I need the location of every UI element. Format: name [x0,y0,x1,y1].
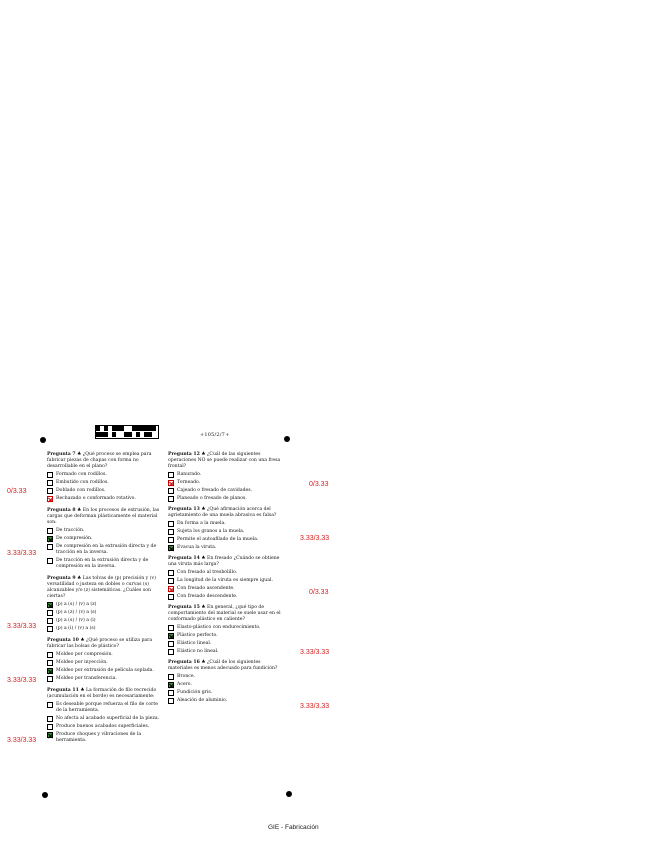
question-text [168,605,283,623]
question-text [168,556,283,568]
barcode-cell [152,432,156,437]
answer-checkbox[interactable] [47,668,53,674]
answer-option[interactable] [168,537,283,543]
answer-option[interactable] [168,496,283,502]
question-statement: La formación de filo recrecido (acumulación en el borde) es necesariamente: [47,688,157,699]
question-statement: ¿Cuál de las siguientes operaciones NO se puede realizar con una fresa frontal? [168,452,281,469]
answer-option[interactable] [47,626,162,632]
answer-label: Permite el autoafilado de la muela. [177,537,259,542]
answer-label: De compresión en la extrusión directa y de tracción en la inversa. [56,544,157,555]
score-q12: 0/3.33 [309,481,329,488]
answer-option[interactable] [47,472,162,478]
answer-checkbox[interactable] [168,496,174,502]
question-block [47,576,162,632]
answer-checkbox[interactable] [168,674,174,680]
answer-label: Planeado o fresado de planos. [177,496,247,501]
answer-option[interactable] [168,529,283,535]
answer-option[interactable] [47,676,162,682]
score-q11: 3.33/3.33 [7,737,37,744]
question-statement: ¿Qué afirmación acerca del agrietamiento de una muela abrasiva es falsa? [168,507,277,518]
question-statement: En general, ¿qué tipo de comportamiento del material se suele usar en el conformado plástico en caliente? [168,605,281,622]
answer-label: Doblado con rodillos. [56,488,106,493]
answer-option[interactable] [168,578,283,584]
answer-label: (p) a (s) / (v) a (z) [56,602,97,607]
answer-label: Evacua la viruta. [177,545,217,550]
answer-option[interactable] [168,674,283,680]
answer-label: Torneado. [177,480,201,485]
barcode-cell [152,426,156,431]
answer-checkbox[interactable] [47,544,53,550]
question-block [168,507,283,551]
answer-option[interactable] [47,652,162,658]
question-statement: ¿Qué proceso se utiliza para fabricar las bolsas de plástico? [47,638,153,649]
right-question-column [168,452,283,709]
answer-checkbox[interactable] [168,682,174,688]
answer-option[interactable] [47,610,162,616]
question-statement: Las tolvas de (p) precisión y (v) versatilidad o justeza en dobles o curvas (s) alcanzables y/o (z) sistemáticas. ¿Cuáles son ciertas? [47,576,156,599]
answer-label: Moldeo por compresión. [56,652,113,657]
score-q16: 3.33/3.33 [300,703,330,710]
question-number: Pregunta 13 ♣ [168,507,206,512]
answer-label: Elástico no lineal. [177,649,219,654]
question-text [168,660,283,672]
answer-checkbox[interactable] [47,496,53,502]
answer-option[interactable] [47,528,162,534]
score-q13: 3.33/3.33 [300,535,330,542]
score-q9: 3.33/3.33 [7,623,37,630]
answer-label: Con fresado ascendente. [177,586,235,591]
answer-checkbox[interactable] [168,578,174,584]
answer-label: Sujeta los granos a la muela. [177,529,245,534]
answer-checkbox[interactable] [47,472,53,478]
answer-checkbox[interactable] [168,641,174,647]
answer-checkbox[interactable] [168,633,174,639]
answer-label: Produce choques y vibraciones de la herramienta. [56,732,142,743]
answer-label: Moldeo por inyección. [56,660,108,665]
question-text [168,452,283,470]
score-q14: 0/3.33 [309,589,329,596]
answer-option[interactable] [168,625,283,631]
answer-checkbox[interactable] [168,586,174,592]
answer-label: De tracción. [56,528,85,533]
answer-label: (p) a (z) / (v) a (s) [56,610,97,615]
answer-label: Plástico perfecto. [177,633,218,638]
question-block [47,452,162,502]
answer-option[interactable] [168,594,283,600]
question-text [47,638,162,650]
registration-mark-bottom-right [286,791,292,797]
answer-label: Aleación de aluminio. [177,698,228,703]
answer-label: Ranurado. [177,472,202,477]
score-q10: 3.33/3.33 [7,677,37,684]
question-statement: ¿Cuál de los siguientes materiales es menos adecuado para fundición? [168,660,278,671]
answer-checkbox[interactable] [168,529,174,535]
answer-option[interactable] [168,698,283,704]
answer-option[interactable] [168,641,283,647]
answer-option[interactable] [47,602,162,608]
answer-label: Moldeo por transferencia. [56,676,117,681]
student-barcode [96,426,156,437]
question-number: Pregunta 11 ♣ [47,688,85,693]
question-number: Pregunta 14 ♣ [168,556,206,561]
score-q15: 3.33/3.33 [300,649,330,656]
score-q8: 3.33/3.33 [7,550,37,557]
answer-checkbox[interactable] [168,521,174,527]
question-block [47,638,162,682]
registration-mark-top-right [284,436,290,442]
answer-option[interactable] [47,544,162,556]
footer-course-label: GIE - Fabricación [268,824,319,831]
answer-checkbox[interactable] [168,649,174,655]
answer-option[interactable] [168,649,283,655]
answer-checkbox[interactable] [168,537,174,543]
answer-label: Rechazado o conformado rotativo. [56,496,136,501]
answer-option[interactable] [47,558,162,570]
question-block [168,605,283,655]
answer-checkbox[interactable] [47,480,53,486]
answer-label: Con fresado al tresbolillo. [177,570,238,575]
question-text [47,508,162,526]
answer-checkbox[interactable] [47,626,53,632]
answer-checkbox[interactable] [47,716,53,722]
question-block [47,508,162,570]
answer-checkbox[interactable] [47,558,53,564]
answer-checkbox[interactable] [47,702,53,708]
answer-option[interactable] [47,668,162,674]
answer-option[interactable] [47,618,162,624]
answer-label: Fundición gris. [177,690,213,695]
answer-label: Con fresado descendente. [177,594,238,599]
answer-label: Formado con rodillos. [56,472,107,477]
answer-checkbox[interactable] [47,618,53,624]
answer-checkbox[interactable] [168,698,174,704]
exam-code: +105/2/7+ [200,432,230,438]
question-statement: En fresado ¿Cuándo se obtiene una viruta más larga? [168,556,280,567]
question-number: Pregunta 10 ♣ [47,638,85,643]
question-number: Pregunta 7 ♣ [47,452,82,457]
answer-option[interactable] [47,488,162,494]
question-number: Pregunta 15 ♣ [168,605,206,610]
question-block [168,452,283,502]
question-block [168,556,283,600]
answer-label: De compresión. [56,536,93,541]
question-number: Pregunta 12 ♣ [168,452,206,457]
answer-option[interactable] [47,660,162,666]
answer-checkbox[interactable] [168,545,174,551]
answer-checkbox[interactable] [47,536,53,542]
answer-option[interactable] [168,545,283,551]
question-block [168,660,283,704]
answer-label: (p) a (i) / (v) a (s) [56,626,96,631]
answer-option[interactable] [168,586,283,592]
answer-checkbox[interactable] [47,488,53,494]
answer-option[interactable] [168,480,283,486]
answer-option[interactable] [168,570,283,576]
question-number: Pregunta 8 ♣ [47,508,82,513]
answer-option[interactable] [168,521,283,527]
answer-label: Embutido con rodillos. [56,480,109,485]
score-q7: 0/3.33 [7,488,27,495]
answer-checkbox[interactable] [168,625,174,631]
answer-label: De tracción en la extrusión directa y de compresión en la inversa. [56,558,149,569]
answer-checkbox[interactable] [47,676,53,682]
question-text [47,688,162,700]
answer-option[interactable] [47,536,162,542]
question-text [47,576,162,600]
question-text [168,507,283,519]
answer-label: Elasto-plástico con endurecimiento. [177,625,261,630]
answer-checkbox[interactable] [168,594,174,600]
question-number: Pregunta 16 ♣ [168,660,206,665]
answer-checkbox[interactable] [168,570,174,576]
question-block [47,688,162,744]
answer-option[interactable] [47,724,162,730]
answer-label: Produce buenos acabados superficiales. [56,724,150,729]
answer-option[interactable] [168,633,283,639]
registration-mark-top-left [40,437,46,443]
answer-checkbox[interactable] [47,732,53,738]
registration-mark-bottom-left [42,792,48,798]
answer-option[interactable] [168,690,283,696]
answer-checkbox[interactable] [168,488,174,494]
answer-label: Es deseable porque refuerza el filo de corte de la herramienta. [56,702,158,713]
answer-label: Moldeo por extrusión de película soplada. [56,668,154,673]
answer-label: Da forma a la muela. [177,521,226,526]
answer-label: No afecta al acabado superficial de la pieza. [56,716,160,721]
answer-checkbox[interactable] [47,724,53,730]
left-question-column [47,452,162,750]
answer-option[interactable] [168,488,283,494]
answer-label: Elástico lineal. [177,641,212,646]
answer-checkbox[interactable] [47,610,53,616]
answer-checkbox[interactable] [168,480,174,486]
answer-checkbox[interactable] [168,690,174,696]
question-text [47,452,162,470]
answer-label: Cajeado o fresado de cavidades. [177,488,253,493]
answer-checkbox[interactable] [47,602,53,608]
answer-label: Bronce. [177,674,196,679]
answer-label: (p) a (s) / (v) a (i) [56,618,96,623]
answer-option[interactable] [168,682,283,688]
answer-checkbox[interactable] [47,528,53,534]
answer-label: La longitud de la viruta es siempre igual. [177,578,273,583]
answer-option[interactable] [47,496,162,502]
answer-checkbox[interactable] [47,652,53,658]
question-statement: En los procesos de extrusión, las cargas que deforman plásticamente el material son: [47,508,160,525]
answer-option[interactable] [168,472,283,478]
question-number: Pregunta 9 ♣ [47,576,82,581]
answer-checkbox[interactable] [47,660,53,666]
answer-label: Acero. [177,682,192,687]
answer-option[interactable] [47,702,162,714]
answer-checkbox[interactable] [168,472,174,478]
answer-option[interactable] [47,716,162,722]
answer-option[interactable] [47,732,162,744]
answer-option[interactable] [47,480,162,486]
question-statement: ¿Qué proceso se emplea para fabricar piezas de chapas con forma no desarrollable en el plano? [47,452,152,469]
